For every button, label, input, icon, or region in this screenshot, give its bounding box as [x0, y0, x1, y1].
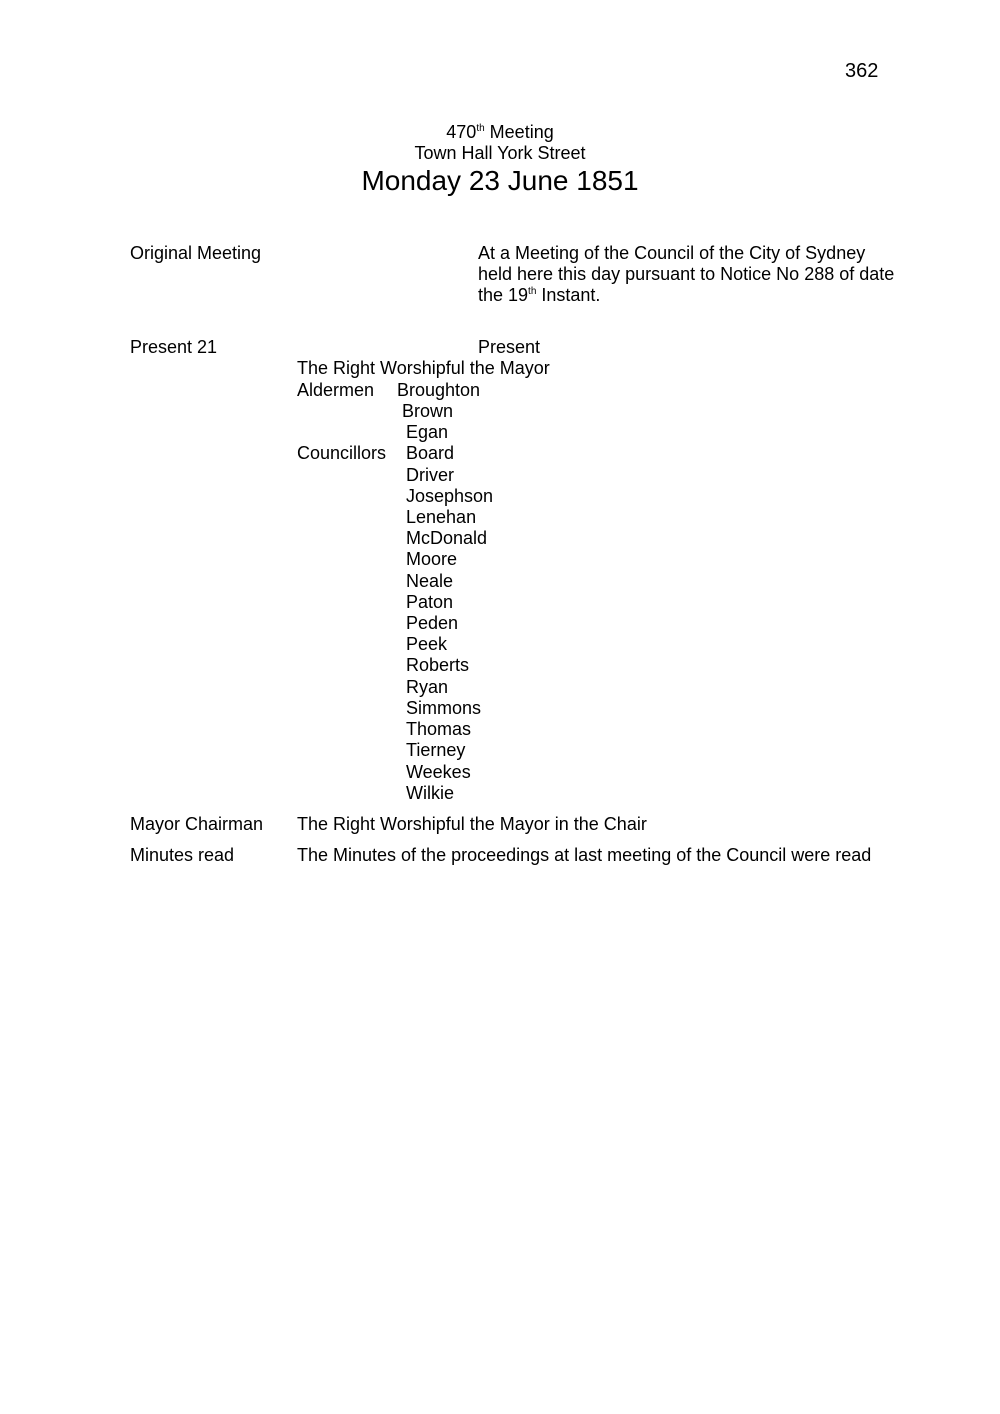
councillor-name: Wilkie: [406, 783, 454, 803]
councillor-name: Neale: [406, 571, 454, 591]
alderman-name: Brown: [402, 401, 454, 421]
councillor-name: Ryan: [406, 677, 449, 697]
councillor-name: Roberts: [406, 655, 470, 675]
meeting-venue: Town Hall York Street: [414, 143, 586, 163]
intro-line-3-post: Instant.: [536, 285, 601, 305]
councillor-name: Peek: [406, 634, 448, 654]
mayor-chairman-text: The Right Worshipful the Mayor in the Chair: [297, 814, 647, 834]
present-heading: Present: [478, 337, 541, 357]
minutes-read-text: The Minutes of the proceedings at last meeting of the Council were read: [297, 845, 872, 865]
councillor-name: Peden: [406, 613, 459, 633]
councillor-name: Paton: [406, 592, 454, 612]
councillor-name: Tierney: [406, 740, 466, 760]
intro-line-3-sup: th: [528, 286, 537, 297]
margin-label-original-meeting: Original Meeting: [130, 243, 262, 263]
alderman-name: Egan: [406, 422, 449, 442]
intro-line-3: [478, 285, 894, 306]
councillor-name: Simmons: [406, 698, 482, 718]
aldermen-label: Aldermen: [297, 380, 375, 400]
meeting-number-suffix: th: [476, 123, 485, 134]
alderman-name: Broughton: [397, 380, 481, 400]
councillor-name: Thomas: [406, 719, 472, 739]
councillor-name: Moore: [406, 549, 458, 569]
intro-line-3-pre: the 19: [478, 285, 529, 305]
councillor-name: Lenehan: [406, 507, 477, 527]
margin-label-mayor-chairman: Mayor Chairman: [130, 814, 264, 834]
councillor-name: McDonald: [406, 528, 488, 548]
page-number: 362: [845, 60, 879, 82]
councillor-name: Weekes: [406, 762, 471, 782]
councillor-name: Josephson: [406, 486, 494, 506]
intro-paragraph: [478, 243, 894, 306]
margin-label-present: Present 21: [130, 337, 218, 357]
margin-label-minutes-read: Minutes read: [130, 845, 235, 865]
meeting-date: Monday 23 June 1851: [361, 165, 639, 196]
present-mayor: The Right Worshipful the Mayor: [297, 358, 550, 378]
intro-line-1: At a Meeting of the Council of the City of Sydney: [478, 243, 866, 263]
meeting-number-value: 470: [446, 122, 477, 142]
councillors-label: Councillors: [297, 443, 387, 463]
councillor-name: Driver: [406, 465, 454, 485]
intro-line-2: held here this day pursuant to Notice No 288 of date: [478, 264, 895, 284]
councillor-name: Board: [406, 443, 455, 463]
meeting-number: [0, 122, 1000, 143]
meeting-word: Meeting: [484, 122, 554, 142]
